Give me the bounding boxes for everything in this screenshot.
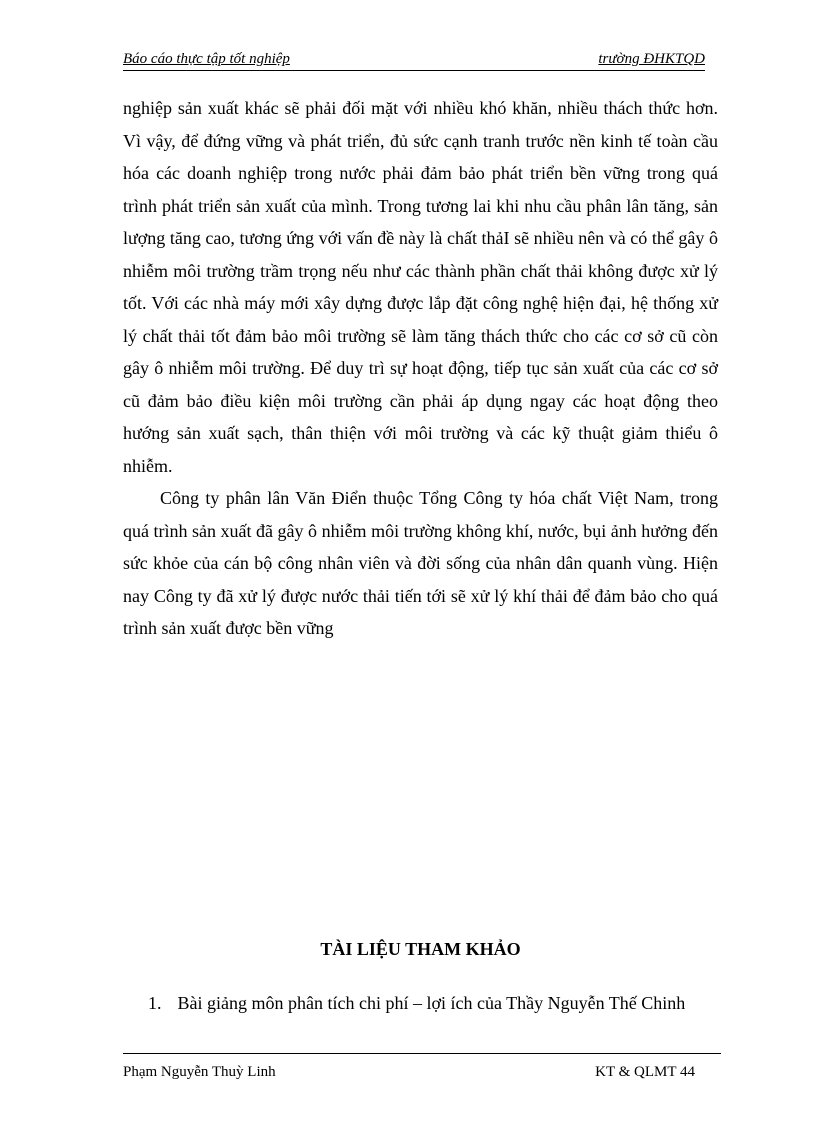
reference-number: 1.: [148, 993, 162, 1013]
page-header: [123, 50, 705, 71]
document-body: [123, 92, 718, 645]
references-title: TÀI LIỆU THAM KHẢO: [320, 939, 521, 959]
body-paragraph-2: Công ty phân lân Văn Điển thuộc Tổng Công ty hóa chất Việt Nam, trong quá trình sản xuất đã gây ô nhiễm môi trường không khí, nước, bụi ảnh hưởng đến sức khỏe của cán bộ công nhân viên và đời sống của nhân dân quanh vùng. Hiện nay Công ty đã xử lý được nước thải tiến tới sẽ xử lý khí thải để đảm bảo cho quá trình sản xuất được bền vững: [123, 488, 718, 638]
footer-class: KT & QLMT 44: [595, 1064, 695, 1080]
reference-item: [148, 990, 728, 1016]
header-university: trường ĐHKTQD: [598, 51, 705, 67]
reference-text: Bài giảng môn phân tích chi phí – lợi ích của Thầy Nguyễn Thế Chinh: [177, 993, 686, 1013]
footer-author: Phạm Nguyễn Thuỳ Linh: [123, 1064, 276, 1080]
body-paragraph-1: nghiệp sản xuất khác sẽ phải đối mặt với nhiều khó khăn, nhiều thách thức hơn. Vì vậy, để đứng vững và phát triển, đủ sức cạnh tranh trước nền kinh tế toàn cầu hóa các doanh nghiệp trong nước phải đảm bảo phát triển bền vững trong quá trình phát triển sản xuất của mình. Trong tương lai khi nhu cầu phân lân tăng, sản lượng tăng cao, tương ứng với vấn đề này là chất thảI sẽ nhiều nên và có thể gây ô nhiễm môi trường trầm trọng nếu như các thành phần chất thải không được xử lý tốt. Với các nhà máy mới xây dựng được lắp đặt công nghệ hiện đại, hệ thống xử lý chất thải tốt đảm bảo môi trường sẽ làm tăng thách thức cho các cơ sở cũ còn gây ô nhiễm môi trường. Để duy trì sự hoạt động, tiếp tục sản xuất của các cơ sở cũ đảm bảo điều kiện môi trường cần phải áp dụng ngay các hoạt động theo hướng sản xuất sạch, thân thiện với môi trường và các kỹ thuật giảm thiểu ô nhiễm.: [123, 98, 718, 476]
header-report-title: Báo cáo thực tập tốt nghiệp: [123, 51, 290, 67]
page-footer: [123, 1053, 721, 1083]
